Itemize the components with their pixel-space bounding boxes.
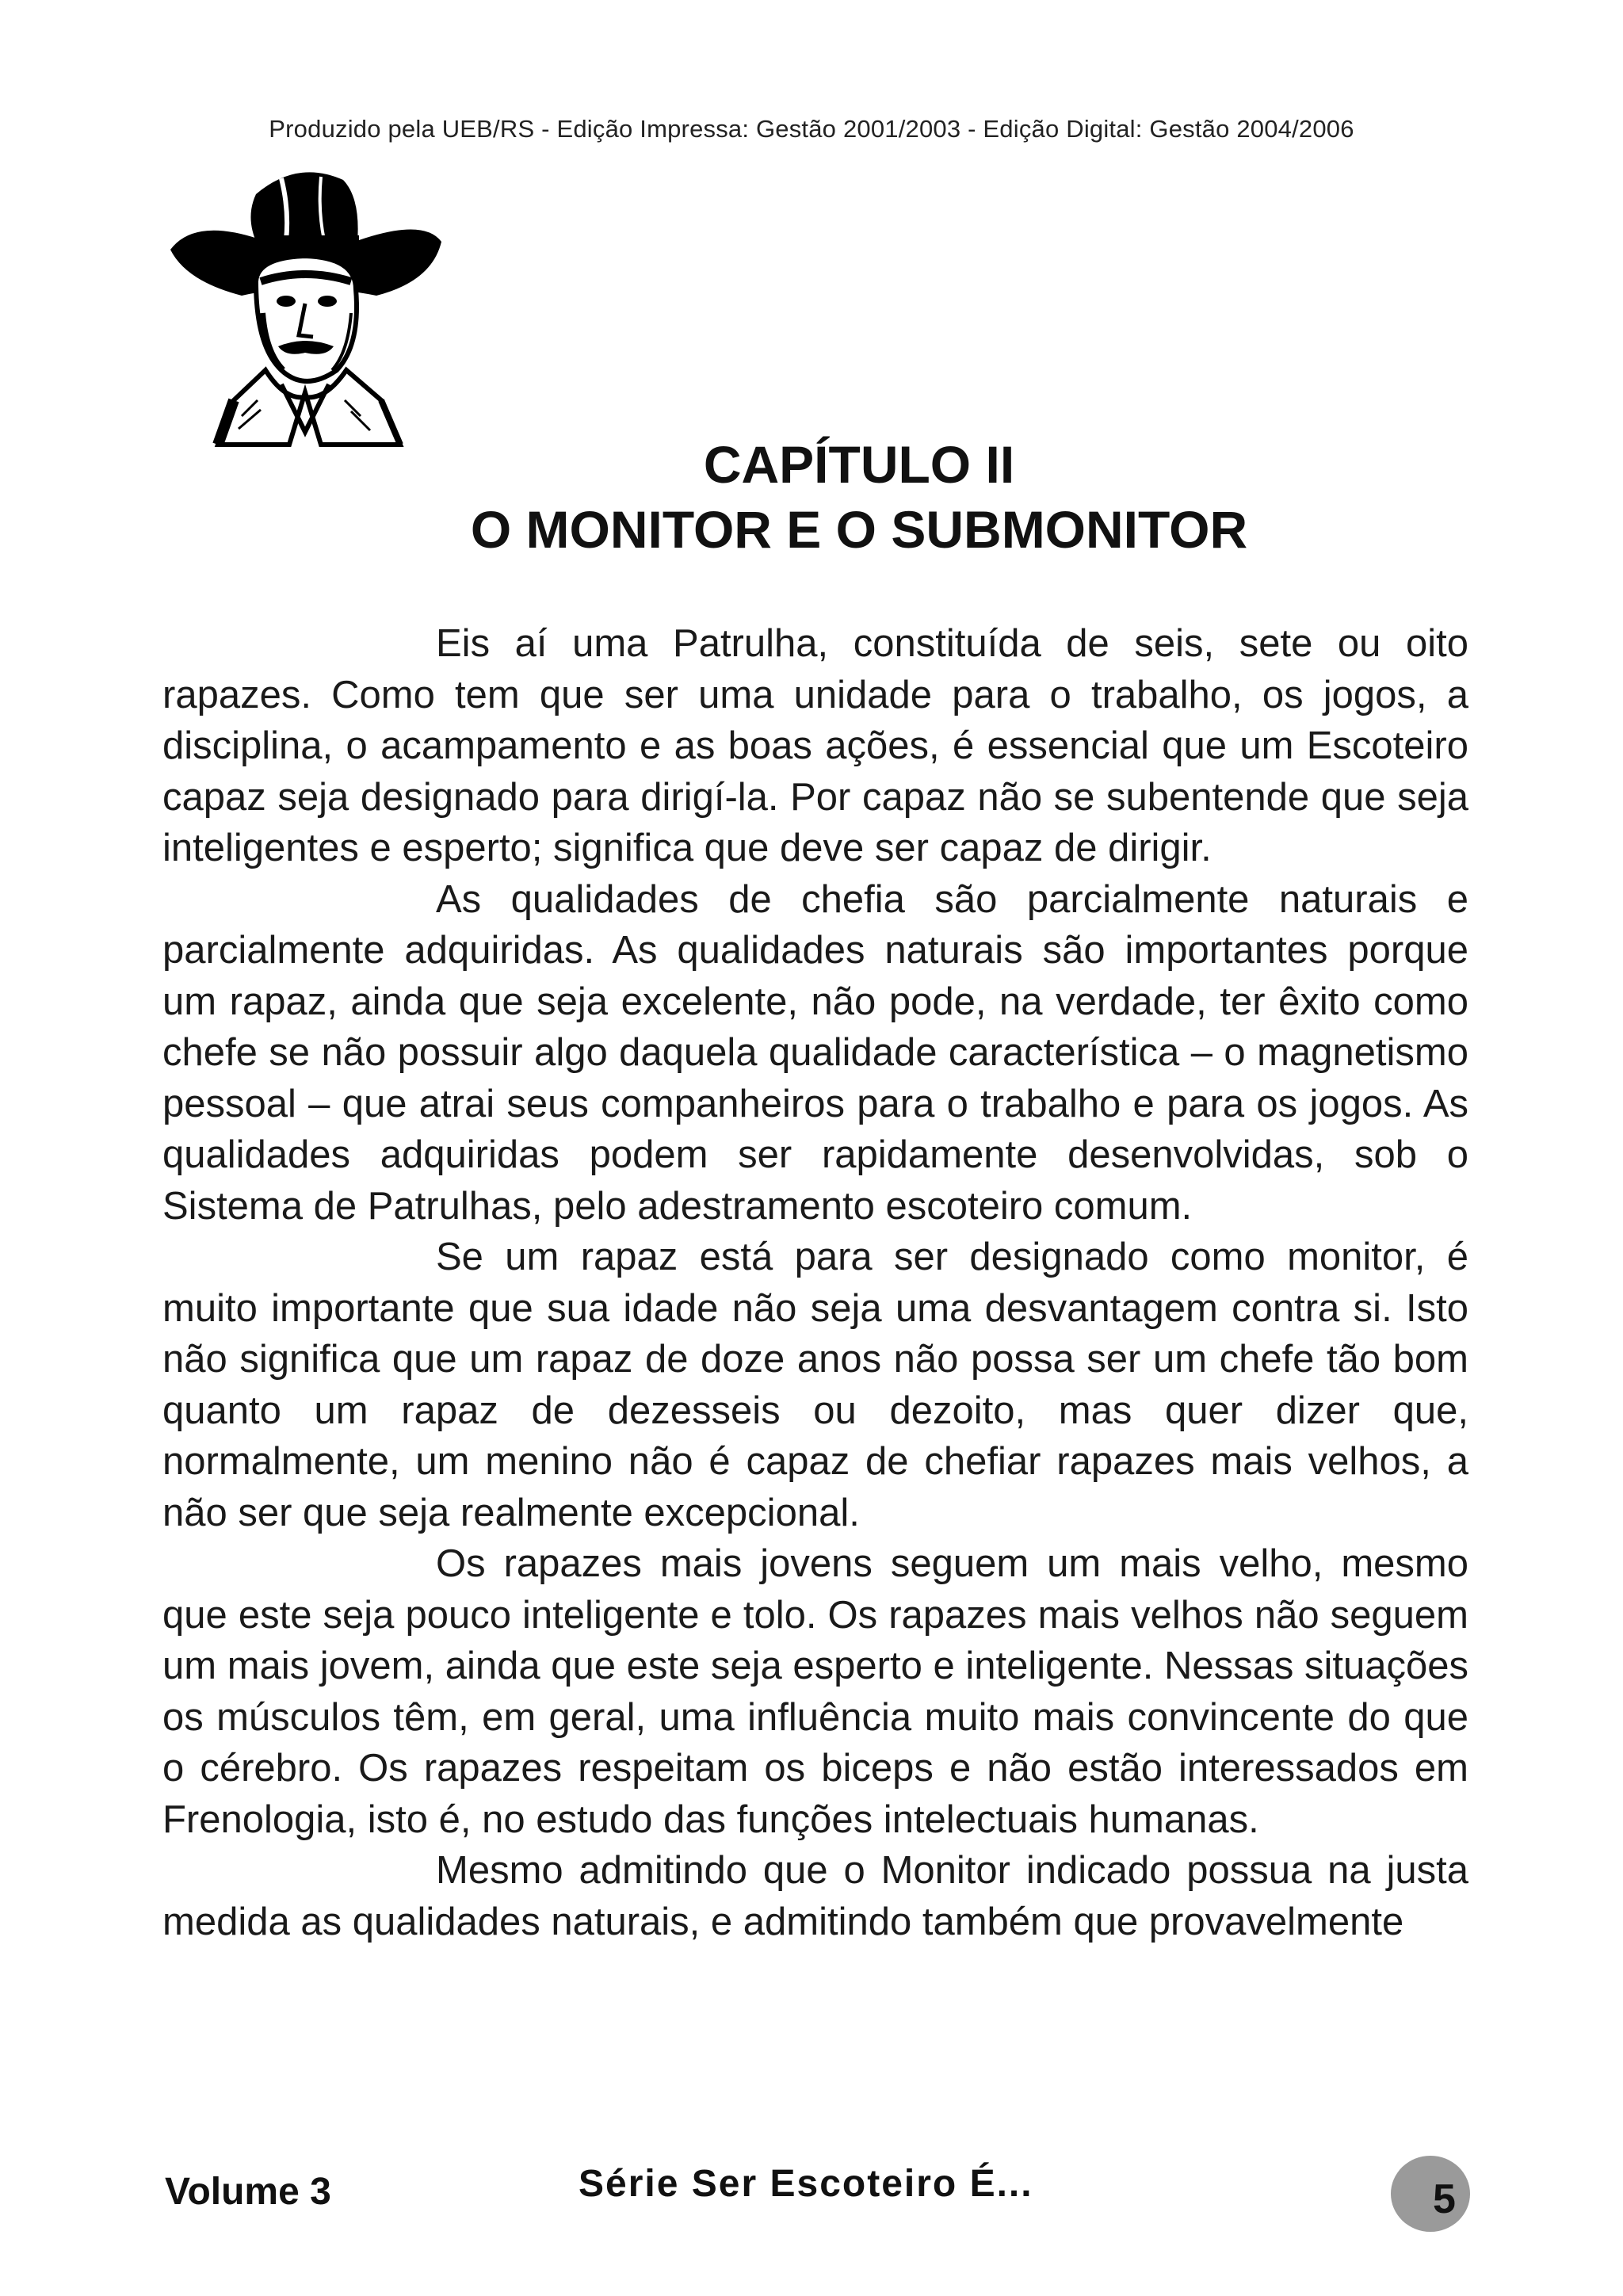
paragraph: Se um rapaz está para ser designado como monitor, é muito importante que sua idade não seja uma desvantagem contra si. Isto não significa que um rapaz de doze anos não possa ser um chefe tão bom quanto um rapaz de dezesseis ou dezoito, mas quer dizer que, normalmente, um menino não é capaz de chefiar rapazes mais velhos, a não ser que seja realmente excepcional. [162,1236,1468,1534]
page-number-badge [1391,2156,1470,2232]
footer-series-title: Série Ser Escoteiro É... [579,2163,1033,2205]
page-footer [0,2156,1623,2222]
page-number: 5 [1433,2176,1456,2222]
running-header: Produzido pela UEB/RS - Edição Impressa: Gestão 2001/2003 - Edição Digital: Gestão 2004/2006 [269,115,1354,143]
paragraph: Mesmo admitindo que o Monitor indicado possua na justa medida as qualidades naturais, e admitindo também que provavelmente [162,1849,1468,1943]
paragraph: Eis aí uma Patrulha, constituída de seis, sete ou oito rapazes. Como tem que ser uma unidade para o trabalho, os jogos, a disciplina, o acampamento e as boas ações, é essencial que um Escoteiro capaz seja designado para dirigí-la. Por capaz não se subentende que seja inteligentes e esperto; significa que deve ser capaz de dirigir. [162,622,1468,869]
scout-founder-portrait-icon [162,162,448,448]
chapter-number: CAPÍTULO II [703,435,1015,494]
paragraph: As qualidades de chefia são parcialmente naturais e parcialmente adquiridas. As qualidades naturais são importantes porque um rapaz, ainda que seja excelente, não pode, na verdade, ter êxito como chefe se não possuir algo daquela qualidade característica – o magnetismo pessoal – que atrai seus companheiros para o trabalho e para os jogos. As qualidades adquiridas podem ser rapidamente desenvolvidas, sob o Sistema de Patrulhas, pelo adestramento escoteiro comum. [162,877,1468,1228]
chapter-title: O MONITOR E O SUBMONITOR [470,500,1248,559]
footer-volume: Volume 3 [165,2171,331,2213]
paragraph: Os rapazes mais jovens seguem um mais velho, mesmo que este seja pouco inteligente e tolo. Os rapazes mais velhos não seguem um mais jovem, ainda que este seja esperto e inteligente. Nessas situações os músculos têm, em geral, uma influência muito mais convincente do que o cérebro. Os rapazes respeitam os biceps e não estão interessados em Frenologia, isto é, no estudo das funções intelectuais humanas. [162,1542,1468,1841]
chapter-body [162,618,1468,1947]
chapter-heading [48,432,1623,562]
